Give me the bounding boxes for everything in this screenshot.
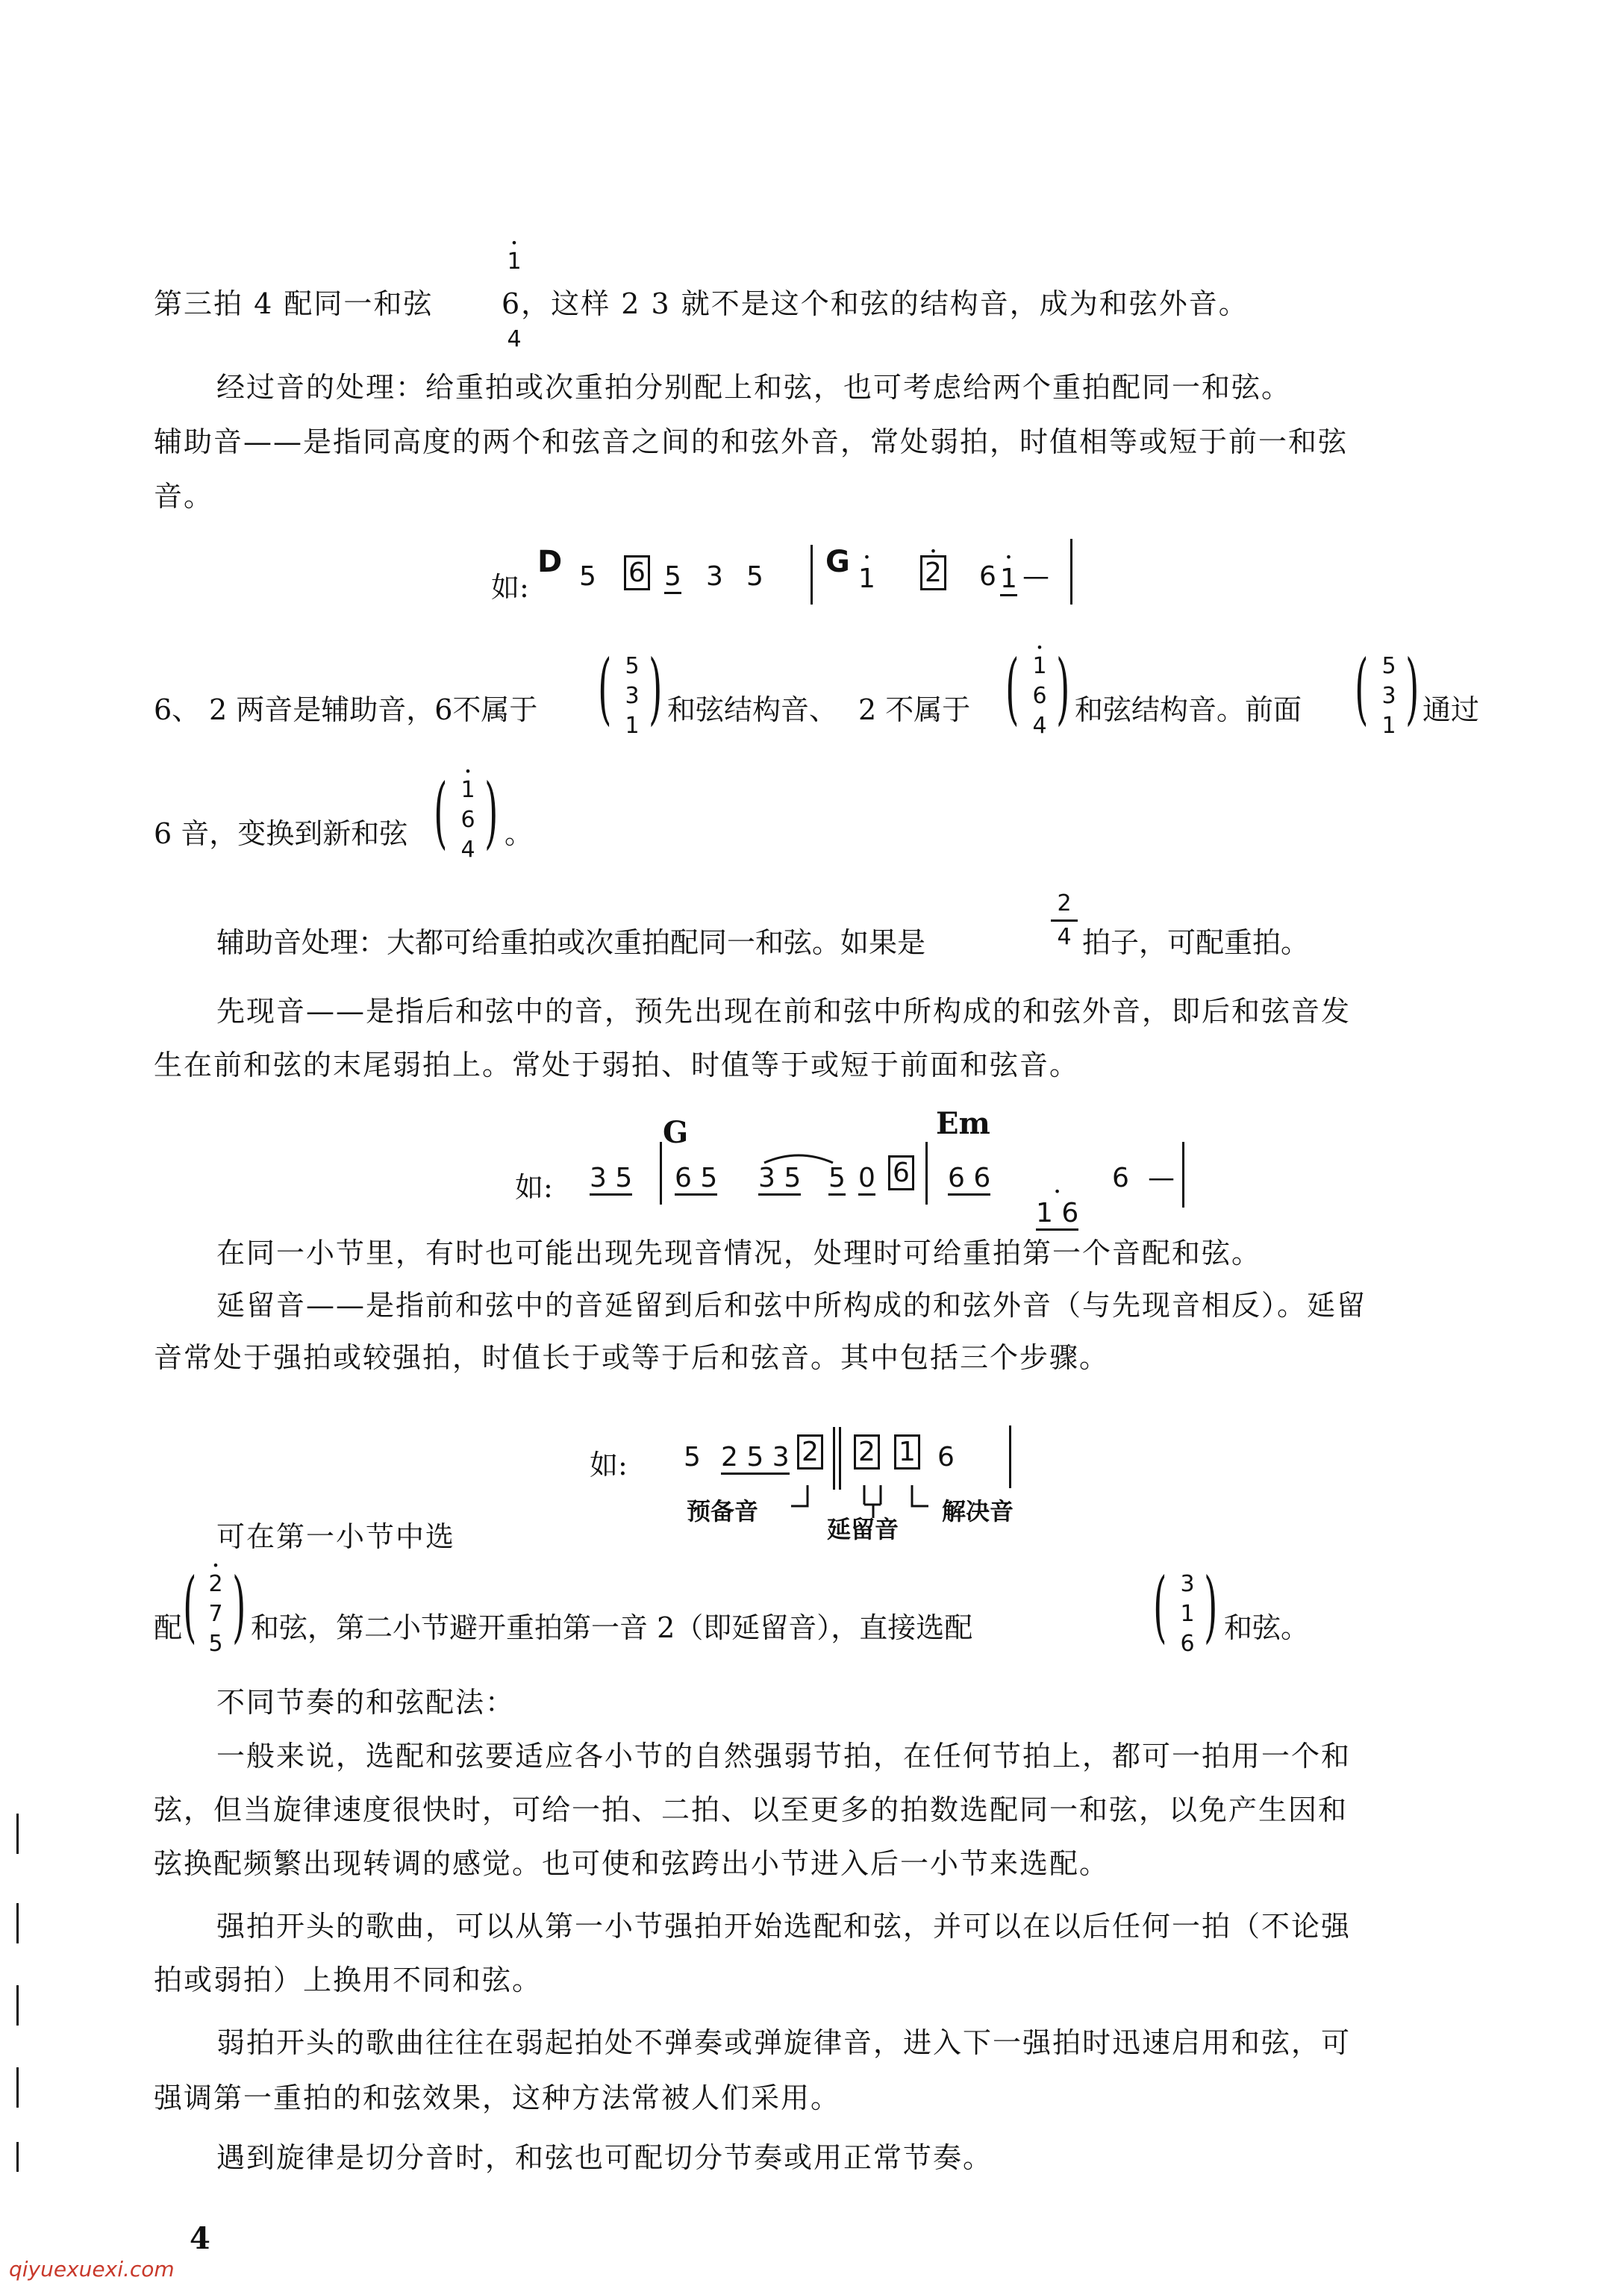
chord-symbol: G [663, 1115, 689, 1150]
chord-note: • 1 [1027, 655, 1052, 685]
note: 3 [706, 561, 723, 592]
paragraph: 经过音的处理：给重拍或次重拍分别配上和弦，也可考虑给两个重拍配同一和弦。 [216, 371, 1292, 404]
annotation-label: 延留音 [827, 1515, 899, 1543]
paragraph: 一般来说，选配和弦要适应各小节的自然强弱节拍，在任何节拍上，都可一拍用一个和 [216, 1740, 1352, 1773]
chord-note: 6 [1032, 683, 1047, 709]
text-line [502, 287, 1249, 320]
chord-note: • 1 [502, 251, 527, 281]
paragraph: 强拍开头的歌曲，可以从第一小节强拍开始选配和弦，并可以在以后任何一拍（不论强 [216, 1910, 1352, 1943]
paragraph: 生在前和弦的末尾弱拍上。常处于弱拍、时值等于或短于前面和弦音。 [154, 1049, 1080, 1081]
chord-note: 5 [208, 1631, 223, 1657]
chord-note: 7 [208, 1601, 223, 1627]
chord-note: • 1 [455, 779, 481, 809]
note-group: • 1 6 [1036, 1198, 1078, 1231]
note-group: 3 5 [758, 1163, 801, 1196]
paren-right: ) [649, 643, 663, 734]
annotation-label: 解决音 [942, 1497, 1014, 1525]
paragraph: 可在第一小节中选 [216, 1520, 456, 1553]
paragraph-heading: 不同节奏的和弦配法： [216, 1686, 516, 1719]
note-boxed: 6 [624, 555, 650, 590]
chord-note: 3 [625, 683, 640, 709]
chord-note: • 2 [203, 1573, 228, 1603]
bar-line [811, 545, 813, 605]
note: 6 [979, 561, 996, 592]
tie-arc [761, 1148, 836, 1166]
paragraph: 延留音——是指前和弦中的音延留到后和弦中所构成的和弦外音（与先现音相反）。延留 [216, 1289, 1367, 1322]
note: 6 [1112, 1163, 1129, 1193]
text: 2 不属于 [858, 693, 971, 726]
text: 和弦结构音、 [667, 693, 838, 726]
paren-left: ( [598, 643, 612, 734]
chord-note: 1 [1180, 1601, 1195, 1627]
annotation-label: 预备音 [687, 1497, 759, 1525]
paragraph: 遇到旋律是切分音时，和弦也可配切分节奏或用正常节奏。 [216, 2141, 993, 2174]
scan-mark [16, 1903, 19, 1943]
note: 5 [684, 1442, 701, 1473]
chord-note: 4 [507, 326, 522, 352]
note-group: 6 6 [948, 1163, 990, 1196]
numerator: 2 [1057, 890, 1072, 916]
chord-symbol: D [537, 545, 563, 579]
note: 5 [746, 561, 763, 592]
chord-note: 6 [1180, 1631, 1195, 1657]
scan-mark [16, 1985, 19, 2026]
paragraph: 拍或弱拍）上换用不同和弦。 [154, 1964, 543, 1996]
paren-left: ( [1005, 643, 1019, 734]
chord-stack [1376, 655, 1402, 745]
paren-left: ( [1355, 643, 1369, 734]
note-boxed: 2 [854, 1434, 880, 1470]
paren-right: ) [484, 766, 499, 858]
chord-note: 1 [1381, 713, 1396, 739]
paragraph: 先现音——是指后和弦中的音，预先出现在前和弦中所构成的和弦外音，即后和弦音发 [216, 995, 1352, 1028]
note-group: 3 5 [590, 1163, 632, 1196]
note: 0 [858, 1163, 875, 1196]
example-lead: 如: [491, 571, 529, 604]
chord-note: 1 [625, 713, 640, 739]
scan-mark [16, 2142, 19, 2172]
chord-stack [502, 251, 527, 281]
chord-note: 5 [1381, 653, 1396, 679]
bar-line [1009, 1425, 1011, 1488]
bar-line [925, 1142, 928, 1205]
text: 配 [154, 1611, 183, 1644]
text-line [154, 287, 434, 320]
text: 和弦，第二小节避开重拍第一音 2（即延留音），直接选配 [251, 1611, 973, 1644]
chord-stack [203, 1573, 228, 1663]
chord-stack [502, 328, 527, 358]
note-boxed: • 2 [920, 555, 946, 590]
paren-right: ) [1405, 643, 1420, 734]
paragraph: 在同一小节里，有时也可能出现先现音情况，处理时可给重拍第一个音配和弦。 [216, 1237, 1262, 1270]
chord-note: 6 [460, 807, 475, 833]
chord-note: 4 [1032, 713, 1047, 739]
page-number: 4 [190, 2221, 210, 2256]
chord-note: 3 [1381, 683, 1396, 709]
paren-right: ) [1056, 643, 1070, 734]
text: 6 音，变换到新和弦 [154, 817, 408, 850]
watermark: qiyuexuexi.com [9, 2257, 175, 2282]
paragraph: 音。 [154, 480, 214, 513]
chord-note: 5 [625, 653, 640, 679]
text: 。 [505, 817, 534, 850]
note: • 1 [1000, 563, 1017, 596]
note: 5 [828, 1163, 846, 1196]
chord-stack [1175, 1573, 1200, 1663]
chord-stack [455, 779, 481, 869]
example-lead: 如: [515, 1171, 553, 1204]
text: 辅助音处理：大都可给重拍或次重拍配同一和弦。如果是 [216, 926, 926, 959]
chord-stack [619, 655, 645, 745]
paragraph: 音常处于强拍或较强拍，时值长于或等于后和弦音。其中包括三个步骤。 [154, 1341, 1110, 1374]
note-boxed: 1 [894, 1434, 920, 1470]
paren-left: ( [1153, 1561, 1167, 1652]
paragraph: 强调第一重拍的和弦效果，这种方法常被人们采用。 [154, 2082, 841, 2114]
note: — [1148, 1163, 1175, 1193]
bar-line [833, 1427, 835, 1490]
scan-mark [16, 1814, 19, 1854]
bar-line [660, 1142, 662, 1205]
text: 和弦。 [1224, 1611, 1310, 1644]
paragraph: 辅助音——是指同高度的两个和弦音之间的和弦外音，常处弱拍，时值相等或短于前一和弦 [154, 425, 1349, 458]
time-signature [1051, 890, 1078, 950]
paren-right: ) [1204, 1561, 1218, 1652]
note: 5 [579, 561, 596, 592]
paren-left: ( [434, 766, 448, 858]
note: • 1 [858, 563, 875, 594]
note-boxed: 6 [888, 1155, 914, 1190]
text: 6、 [154, 693, 201, 726]
text: 2 两音是辅助音，6不属于 [209, 693, 538, 726]
note-boxed: 2 [797, 1434, 823, 1470]
chord-symbol: G [825, 545, 850, 579]
bar-line [1070, 539, 1072, 605]
note: 6 [937, 1442, 955, 1473]
chord-stack [1027, 655, 1052, 745]
denominator: 4 [1057, 924, 1072, 950]
note-group: 6 5 [675, 1163, 717, 1196]
text: 拍子，可配重拍。 [1082, 926, 1310, 959]
paragraph: 弦换配频繁出现转调的感觉。也可使和弦跨出小节进入后一小节来选配。 [154, 1847, 1110, 1880]
note: 5 [664, 561, 681, 594]
note: — [1022, 561, 1049, 592]
text: 第三拍 4 配同一和弦 [154, 287, 434, 320]
note-group: 2 5 3 [721, 1442, 790, 1475]
paragraph: 弦，但当旋律速度很快时，可给一拍、二拍、以至更多的拍数选配同一和弦，以免产生因和 [154, 1793, 1349, 1826]
bar-line [839, 1427, 841, 1490]
text: 和弦结构音。前面 [1075, 693, 1302, 726]
text: 6，这样 2 3 就不是这个和弦的结构音，成为和弦外音。 [502, 287, 1249, 320]
chord-symbol: Em [936, 1106, 990, 1141]
paragraph: 弱拍开头的歌曲往往在弱起拍处不弹奏或弹旋律音，进入下一强拍时迅速启用和弦，可 [216, 2026, 1352, 2059]
paren-right: ) [232, 1561, 246, 1652]
text: 通过 [1422, 693, 1480, 726]
bar-line [1182, 1142, 1184, 1208]
chord-note: 4 [460, 837, 475, 863]
scan-mark [16, 2067, 19, 2108]
chord-note: 3 [1180, 1571, 1195, 1597]
example-lead: 如: [590, 1449, 628, 1481]
paren-left: ( [183, 1561, 197, 1652]
